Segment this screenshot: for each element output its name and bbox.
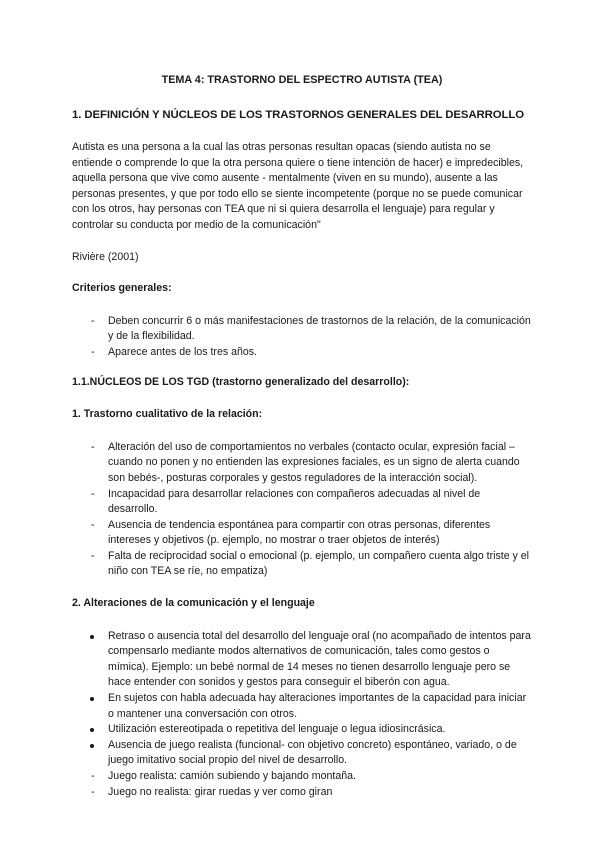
relacion-heading: 1. Trastorno cualitativo de la relación: — [72, 408, 263, 421]
list-item-text: Incapacidad para desarrollar relaciones con compañeros adecuadas al nivel de desarrollo. — [108, 487, 481, 516]
citation: Rivière (2001) — [72, 250, 139, 263]
bullet-icon — [90, 635, 94, 639]
list-item-text: Retraso o ausencia total del desarrollo del lenguaje oral (no acompañado de intentos para compensarlo mediante modos alternativos de comunicación, tales como gestos o mímica). Ejemplo: un bebé normal de 14 meses no tienen desarrollo lenguaje pero se hace entender con sonidos y gestos para conseguir el biberón con agua. — [108, 629, 531, 689]
list-item — [72, 738, 532, 769]
dash-marker: - — [91, 518, 95, 531]
list-item — [72, 487, 532, 518]
list-item — [72, 785, 532, 801]
list-item-text: Aparece antes de los tres años. — [108, 345, 257, 358]
page-content — [72, 72, 532, 814]
nucleos-heading: 1.1.NÚCLEOS DE LOS TGD (trastorno generalizado del desarrollo): — [72, 375, 410, 388]
list-item-text: Utilización estereotipada o repetitiva del lenguaje o legua idiosincrásica. — [108, 723, 446, 736]
comunicacion-list — [72, 629, 532, 801]
list-item — [72, 518, 532, 549]
dash-marker: - — [91, 440, 95, 453]
list-item — [72, 549, 532, 580]
list-item — [72, 314, 532, 345]
list-item — [72, 440, 532, 487]
definition-paragraph: Autista es una persona a la cual las otras personas resultan opacas (siendo autista no se entiende o comprende lo que la otra persona quiere o tiene intención de hacer) e impredecibles, aquella persona que vive como ausente - mentalmente (viven en su mundo), ausente a las personas presentes, y que por todo ello se siente incompetente (porque no se puede comunicar con los otros, hay personas con TEA que ni si quiera desarrolla el lenguaje) para regular y controlar su conducta por medio de la comunicación" — [72, 141, 524, 231]
list-item-text: Juego realista: camión subiendo y bajando montaña. — [108, 770, 356, 782]
bullet-icon — [90, 728, 94, 732]
list-item — [72, 629, 532, 691]
list-item-text: Deben concurrir 6 o más manifestaciones de trastornos de la relación, de la comunicación y de la flexibilidad. — [108, 314, 531, 343]
list-item-text: Juego no realista: girar ruedas y ver como giran — [108, 785, 333, 798]
dash-marker: - — [91, 549, 95, 562]
dash-marker: - — [91, 314, 95, 327]
dash-marker: - — [91, 345, 95, 358]
list-item-text: Ausencia de juego realista (funcional- con objetivo concreto) espontáneo, variado, o de juego imitativo social propio del nivel de desarrollo. — [108, 738, 517, 767]
document-title: TEMA 4: TRASTORNO DEL ESPECTRO AUTISTA (TEA) — [161, 74, 443, 86]
list-item-text: Falta de reciprocidad social o emocional (p. ejemplo, un compañero cuenta algo triste y el niño con TEA se ríe, no empatiza) — [108, 549, 530, 578]
bullet-icon — [90, 744, 94, 748]
list-item — [72, 769, 532, 785]
dash-marker: - — [91, 785, 95, 798]
list-item-text: Alteración del uso de comportamientos no verbales (contacto ocular, expresión facial –cuando no ponen y no entienden las expresiones faciales, es un signo de alerta cuando son bebés-, posturas corporales y gestos reguladores de la interacción social). — [108, 440, 520, 484]
dash-marker: - — [91, 487, 95, 500]
list-item-text: En sujetos con habla adecuada hay alteraciones importantes de la capacidad para iniciar o mantener una conversación con otros. — [108, 692, 527, 720]
bullet-icon — [90, 697, 94, 701]
list-item — [72, 722, 532, 738]
list-item — [72, 345, 532, 361]
criterios-heading: Criterios generales: — [72, 282, 172, 295]
section-heading-definicion: 1. DEFINICIÓN Y NÚCLEOS DE LOS TRASTORNOS GENERALES DEL DESARROLLO — [72, 109, 525, 121]
list-item-text: Ausencia de tendencia espontánea para compartir con otras personas, diferentes intereses y objetivos (p. ejemplo, no mostrar o traer objetos de interés) — [108, 518, 491, 547]
criterios-list — [72, 314, 532, 361]
comunicacion-heading: 2. Alteraciones de la comunicación y el lenguaje — [72, 597, 315, 610]
relacion-list — [72, 440, 532, 580]
list-item — [72, 691, 532, 722]
dash-marker: - — [91, 770, 95, 782]
